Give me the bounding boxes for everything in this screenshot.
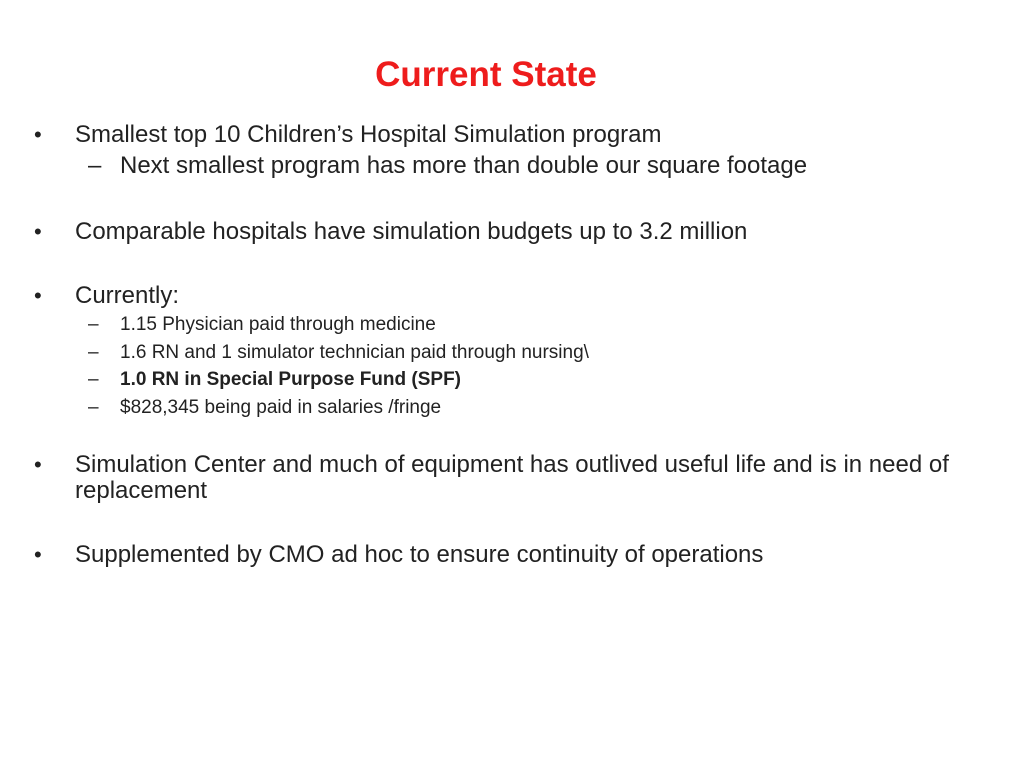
bullet-item — [32, 282, 1000, 309]
bullet-item — [32, 541, 1000, 568]
spacer — [32, 181, 1000, 218]
bullet-text: Currently: — [75, 282, 180, 309]
bullet-item — [32, 121, 1000, 148]
bullet-dot-icon: • — [34, 122, 42, 147]
sub-bullet-item — [32, 339, 1000, 367]
sub-bullet-item — [32, 311, 1000, 339]
dash-icon: – — [88, 369, 99, 390]
sub-bullet-text: 1.6 RN and 1 simulator technician paid through nursing\ — [120, 341, 589, 363]
spacer — [32, 504, 1000, 541]
slide-title: Current State — [375, 55, 597, 94]
spacer — [32, 421, 1000, 452]
sub-bullet-item — [32, 394, 1000, 422]
bullet-list — [32, 121, 1000, 568]
bullet-item — [32, 452, 1000, 504]
bullet-text: Comparable hospitals have simulation budgets up to 3.2 million — [75, 218, 748, 245]
sub-bullet-item — [32, 366, 1000, 394]
sub-bullet-text: 1.15 Physician paid through medicine — [120, 314, 436, 335]
bullet-text: Supplemented by CMO ad hoc to ensure continuity of operations — [75, 541, 764, 568]
sub-bullet-text: $828,345 being paid in salaries /fringe — [120, 396, 442, 418]
bullet-dot-icon: • — [34, 542, 42, 567]
dash-icon: – — [88, 152, 102, 179]
dash-icon: – — [88, 341, 99, 363]
bullet-dot-icon: • — [34, 219, 42, 244]
bullet-dot-icon: • — [34, 452, 42, 477]
dash-icon: – — [88, 396, 99, 418]
bullet-dot-icon: • — [34, 283, 42, 308]
sub-bullet-text: Next smallest program has more than double our square footage — [120, 152, 808, 179]
bullet-item — [32, 218, 1000, 245]
sub-bullet-text: 1.0 RN in Special Purpose Fund (SPF) — [120, 369, 461, 390]
bullet-text: Smallest top 10 Children’s Hospital Simulation program — [75, 121, 662, 148]
sub-bullet-item — [32, 151, 1000, 181]
dash-icon: – — [88, 314, 99, 335]
bullet-text: Simulation Center and much of equipment has outlived useful life and is in need of replacement — [75, 451, 949, 504]
spacer — [32, 245, 1000, 282]
